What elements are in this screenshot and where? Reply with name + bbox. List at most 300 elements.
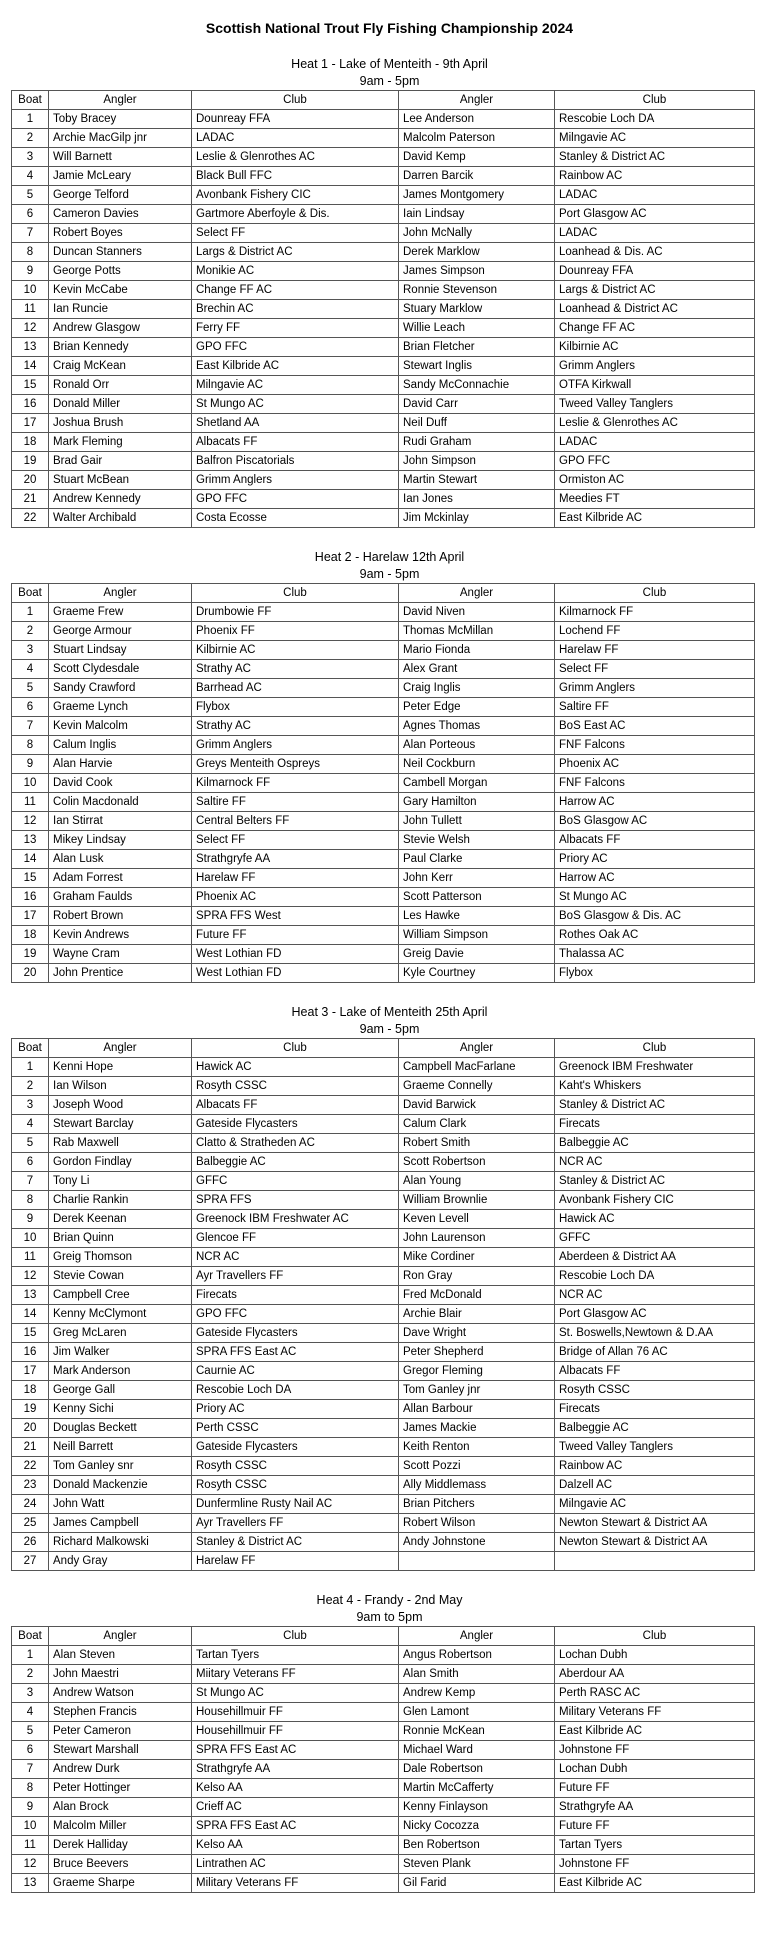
heat-title: Heat 1 - Lake of Menteith - 9th April <box>291 57 488 71</box>
table-row <box>12 395 755 414</box>
table-row <box>12 1267 755 1286</box>
boat-number: 17 <box>12 414 49 433</box>
angler-name: John McNally <box>399 224 555 243</box>
heat-section <box>0 1004 779 1571</box>
boat-header: Boat <box>12 91 49 110</box>
club-name: East Kilbride AC <box>555 509 755 528</box>
angler-name: Brad Gair <box>49 452 192 471</box>
table-row <box>12 1324 755 1343</box>
boat-number: 2 <box>12 1665 49 1684</box>
club-name: Loanhead & Dis. AC <box>555 243 755 262</box>
angler-name: Steven Plank <box>399 1855 555 1874</box>
table-row <box>12 1096 755 1115</box>
boat-number: 13 <box>12 338 49 357</box>
club-name: Port Glasgow AC <box>555 205 755 224</box>
club-name: BoS Glasgow AC <box>555 812 755 831</box>
boat-number: 14 <box>12 1305 49 1324</box>
angler-name: Wayne Cram <box>49 945 192 964</box>
club-name: GFFC <box>555 1229 755 1248</box>
club-name: Albacats FF <box>192 433 399 452</box>
club-name: Phoenix AC <box>555 755 755 774</box>
club-name: BoS Glasgow & Dis. AC <box>555 907 755 926</box>
table-row <box>12 641 755 660</box>
boat-number: 11 <box>12 1248 49 1267</box>
angler-name: Ronnie McKean <box>399 1722 555 1741</box>
club-name: Grimm Anglers <box>192 736 399 755</box>
club-name: Balbeggie AC <box>555 1134 755 1153</box>
club-name: Greenock IBM Freshwater AC <box>192 1210 399 1229</box>
boat-number: 16 <box>12 888 49 907</box>
club-name: Kaht's Whiskers <box>555 1077 755 1096</box>
angler-name: Darren Barcik <box>399 167 555 186</box>
club-name: Tweed Valley Tanglers <box>555 1438 755 1457</box>
club-name: Milngavie AC <box>555 1495 755 1514</box>
boat-number: 19 <box>12 452 49 471</box>
club-name: Balbeggie AC <box>192 1153 399 1172</box>
angler-name: James Campbell <box>49 1514 192 1533</box>
club-name: Perth CSSC <box>192 1419 399 1438</box>
angler-name: Agnes Thomas <box>399 717 555 736</box>
angler-name: Mike Cordiner <box>399 1248 555 1267</box>
angler-name: Donald Mackenzie <box>49 1476 192 1495</box>
boat-number: 1 <box>12 1646 49 1665</box>
club-name: Johnstone FF <box>555 1855 755 1874</box>
angler-name: Dale Robertson <box>399 1760 555 1779</box>
angler-name: Alan Smith <box>399 1665 555 1684</box>
club-name: Phoenix FF <box>192 622 399 641</box>
angler-name: James Simpson <box>399 262 555 281</box>
boat-number: 17 <box>12 907 49 926</box>
angler-name: Gordon Findlay <box>49 1153 192 1172</box>
table-row <box>12 660 755 679</box>
angler-name: David Kemp <box>399 148 555 167</box>
boat-number: 11 <box>12 1836 49 1855</box>
table-row <box>12 1457 755 1476</box>
angler-name: Toby Bracey <box>49 110 192 129</box>
table-row <box>12 888 755 907</box>
table-row <box>12 1343 755 1362</box>
boat-number: 1 <box>12 603 49 622</box>
draw-table <box>11 1626 755 1893</box>
angler-name: Calum Clark <box>399 1115 555 1134</box>
angler-name: Ronnie Stevenson <box>399 281 555 300</box>
club-name: Rescobie Loch DA <box>192 1381 399 1400</box>
angler-name: David Cook <box>49 774 192 793</box>
table-row <box>12 471 755 490</box>
boat-number: 12 <box>12 319 49 338</box>
angler-name: James Montgomery <box>399 186 555 205</box>
angler-name: Joseph Wood <box>49 1096 192 1115</box>
boat-number: 4 <box>12 167 49 186</box>
boat-number: 16 <box>12 1343 49 1362</box>
angler-name: Rudi Graham <box>399 433 555 452</box>
angler-name <box>399 1552 555 1571</box>
club-name: NCR AC <box>555 1153 755 1172</box>
angler-name: Scott Robertson <box>399 1153 555 1172</box>
club-name: Strathy AC <box>192 660 399 679</box>
club-name: Grimm Anglers <box>555 679 755 698</box>
angler-header: Angler <box>399 91 555 110</box>
boat-number: 3 <box>12 1684 49 1703</box>
club-name: Select FF <box>555 660 755 679</box>
table-header-row <box>12 91 755 110</box>
angler-name: Greig Davie <box>399 945 555 964</box>
boat-number: 15 <box>12 869 49 888</box>
angler-name: John Simpson <box>399 452 555 471</box>
table-row <box>12 698 755 717</box>
club-name: SPRA FFS East AC <box>192 1741 399 1760</box>
club-name: Milngavie AC <box>192 376 399 395</box>
club-name: NCR AC <box>192 1248 399 1267</box>
club-name: Grimm Anglers <box>192 471 399 490</box>
angler-name: Andrew Watson <box>49 1684 192 1703</box>
boat-number: 7 <box>12 1760 49 1779</box>
boat-number: 8 <box>12 1191 49 1210</box>
angler-name: Nicky Cocozza <box>399 1817 555 1836</box>
club-name: Leslie & Glenrothes AC <box>555 414 755 433</box>
club-name: Flybox <box>192 698 399 717</box>
angler-name: Mikey Lindsay <box>49 831 192 850</box>
boat-number: 24 <box>12 1495 49 1514</box>
angler-name: Alex Grant <box>399 660 555 679</box>
angler-name: Neil Duff <box>399 414 555 433</box>
table-row <box>12 1817 755 1836</box>
boat-number: 6 <box>12 698 49 717</box>
boat-number: 15 <box>12 376 49 395</box>
table-row <box>12 1134 755 1153</box>
club-name: Stanley & District AC <box>192 1533 399 1552</box>
angler-name: Kenni Hope <box>49 1058 192 1077</box>
heat-section <box>0 549 779 983</box>
club-name: Future FF <box>555 1779 755 1798</box>
club-name: Rescobie Loch DA <box>555 110 755 129</box>
heat-time: 9am - 5pm <box>359 567 420 581</box>
club-name: Perth RASC AC <box>555 1684 755 1703</box>
boat-number: 12 <box>12 1855 49 1874</box>
club-name: Harelaw FF <box>192 1552 399 1571</box>
boat-number: 11 <box>12 300 49 319</box>
boat-number: 6 <box>12 1741 49 1760</box>
angler-name: Tony Li <box>49 1172 192 1191</box>
angler-name: John Maestri <box>49 1665 192 1684</box>
table-row <box>12 1665 755 1684</box>
table-row <box>12 262 755 281</box>
club-name: Aberdeen & District AA <box>555 1248 755 1267</box>
angler-name: Graeme Lynch <box>49 698 192 717</box>
angler-name: Allan Barbour <box>399 1400 555 1419</box>
boat-number: 7 <box>12 717 49 736</box>
club-name: Ayr Travellers FF <box>192 1514 399 1533</box>
angler-name: Ian Stirrat <box>49 812 192 831</box>
angler-name: George Potts <box>49 262 192 281</box>
angler-name: Andy Gray <box>49 1552 192 1571</box>
club-name: OTFA Kirkwall <box>555 376 755 395</box>
table-row <box>12 186 755 205</box>
table-row <box>12 1077 755 1096</box>
table-row <box>12 812 755 831</box>
table-row <box>12 603 755 622</box>
table-row <box>12 1305 755 1324</box>
boat-number: 3 <box>12 148 49 167</box>
table-row <box>12 622 755 641</box>
boat-number: 5 <box>12 1722 49 1741</box>
angler-name: Jim Walker <box>49 1343 192 1362</box>
boat-number: 9 <box>12 262 49 281</box>
club-name: St Mungo AC <box>555 888 755 907</box>
angler-name: John Prentice <box>49 964 192 983</box>
table-row <box>12 1760 755 1779</box>
table-row <box>12 433 755 452</box>
table-row <box>12 319 755 338</box>
table-row <box>12 376 755 395</box>
table-row <box>12 945 755 964</box>
club-name: SPRA FFS West <box>192 907 399 926</box>
club-name: Rosyth CSSC <box>192 1457 399 1476</box>
club-name: Harelaw FF <box>555 641 755 660</box>
angler-name: Brian Quinn <box>49 1229 192 1248</box>
club-name: Househillmuir FF <box>192 1703 399 1722</box>
boat-number: 18 <box>12 926 49 945</box>
club-name: Dounreay FFA <box>192 110 399 129</box>
draw-table <box>11 583 755 983</box>
boat-number: 20 <box>12 471 49 490</box>
club-name: Select FF <box>192 831 399 850</box>
table-row <box>12 1381 755 1400</box>
boat-number: 2 <box>12 622 49 641</box>
angler-name: Robert Wilson <box>399 1514 555 1533</box>
club-name: GFFC <box>192 1172 399 1191</box>
heat-time: 9am - 5pm <box>359 1022 420 1036</box>
boat-number: 5 <box>12 679 49 698</box>
table-row <box>12 205 755 224</box>
angler-name: William Brownlie <box>399 1191 555 1210</box>
club-header: Club <box>192 1039 399 1058</box>
angler-name: Adam Forrest <box>49 869 192 888</box>
angler-name: Graham Faulds <box>49 888 192 907</box>
table-row <box>12 1248 755 1267</box>
club-name: Newton Stewart & District AA <box>555 1514 755 1533</box>
angler-name: Ron Gray <box>399 1267 555 1286</box>
angler-name: Jim Mckinlay <box>399 509 555 528</box>
boat-number: 27 <box>12 1552 49 1571</box>
club-name: Miitary Veterans FF <box>192 1665 399 1684</box>
club-name: Meedies FT <box>555 490 755 509</box>
club-name: Lochan Dubh <box>555 1646 755 1665</box>
angler-name: Graeme Sharpe <box>49 1874 192 1893</box>
club-name: Rescobie Loch DA <box>555 1267 755 1286</box>
angler-name: Brian Kennedy <box>49 338 192 357</box>
club-name: Firecats <box>555 1115 755 1134</box>
club-name: GPO FFC <box>192 1305 399 1324</box>
angler-name: David Niven <box>399 603 555 622</box>
angler-name: Martin McCafferty <box>399 1779 555 1798</box>
angler-name: Alan Brock <box>49 1798 192 1817</box>
table-row <box>12 736 755 755</box>
angler-name: Paul Clarke <box>399 850 555 869</box>
angler-name: Scott Clydesdale <box>49 660 192 679</box>
table-row <box>12 850 755 869</box>
club-name: Rothes Oak AC <box>555 926 755 945</box>
boat-number: 12 <box>12 1267 49 1286</box>
angler-name: David Barwick <box>399 1096 555 1115</box>
club-name: Harelaw FF <box>192 869 399 888</box>
boat-number: 9 <box>12 1798 49 1817</box>
boat-number: 21 <box>12 1438 49 1457</box>
table-row <box>12 926 755 945</box>
angler-name: Bruce Beevers <box>49 1855 192 1874</box>
angler-name: Alan Porteous <box>399 736 555 755</box>
angler-name: Stuart McBean <box>49 471 192 490</box>
table-row <box>12 1836 755 1855</box>
club-header: Club <box>555 91 755 110</box>
club-header: Club <box>192 584 399 603</box>
table-row <box>12 1400 755 1419</box>
angler-name: Keven Levell <box>399 1210 555 1229</box>
angler-name: Peter Cameron <box>49 1722 192 1741</box>
club-name: Firecats <box>555 1400 755 1419</box>
angler-name: Alan Harvie <box>49 755 192 774</box>
angler-name: Tom Ganley snr <box>49 1457 192 1476</box>
boat-number: 22 <box>12 1457 49 1476</box>
angler-name: Brian Fletcher <box>399 338 555 357</box>
table-header-row <box>12 1627 755 1646</box>
boat-number: 18 <box>12 1381 49 1400</box>
table-row <box>12 167 755 186</box>
table-row <box>12 1684 755 1703</box>
boat-number: 6 <box>12 205 49 224</box>
boat-number: 17 <box>12 1362 49 1381</box>
club-name: LADAC <box>555 433 755 452</box>
angler-name: Mario Fionda <box>399 641 555 660</box>
angler-name: Mark Anderson <box>49 1362 192 1381</box>
club-name: Military Veterans FF <box>555 1703 755 1722</box>
angler-name: Kenny Finlayson <box>399 1798 555 1817</box>
angler-name: Greg McLaren <box>49 1324 192 1343</box>
club-name: Greenock IBM Freshwater <box>555 1058 755 1077</box>
table-row <box>12 357 755 376</box>
angler-name: John Tullett <box>399 812 555 831</box>
boat-number: 18 <box>12 433 49 452</box>
club-name: Grimm Anglers <box>555 357 755 376</box>
table-row <box>12 1703 755 1722</box>
boat-number: 22 <box>12 509 49 528</box>
angler-header: Angler <box>49 91 192 110</box>
club-name: Black Bull FFC <box>192 167 399 186</box>
club-name: Tartan Tyers <box>192 1646 399 1665</box>
angler-name: John Watt <box>49 1495 192 1514</box>
angler-name: Stuary Marklow <box>399 300 555 319</box>
table-row <box>12 869 755 888</box>
angler-header: Angler <box>49 1039 192 1058</box>
club-name: Ferry FF <box>192 319 399 338</box>
angler-name: Neil Cockburn <box>399 755 555 774</box>
table-row <box>12 831 755 850</box>
angler-name: Fred McDonald <box>399 1286 555 1305</box>
boat-number: 10 <box>12 1817 49 1836</box>
heat-title: Heat 3 - Lake of Menteith 25th April <box>291 1005 488 1019</box>
club-name: Newton Stewart & District AA <box>555 1533 755 1552</box>
table-row <box>12 1286 755 1305</box>
boat-number: 13 <box>12 1286 49 1305</box>
club-name: Rainbow AC <box>555 1457 755 1476</box>
club-name: Port Glasgow AC <box>555 1305 755 1324</box>
angler-name: Archie Blair <box>399 1305 555 1324</box>
angler-name: Stuart Lindsay <box>49 641 192 660</box>
angler-name: David Carr <box>399 395 555 414</box>
table-row <box>12 281 755 300</box>
boat-number: 21 <box>12 490 49 509</box>
club-name: Bridge of Allan 76 AC <box>555 1343 755 1362</box>
club-name: Lochend FF <box>555 622 755 641</box>
angler-name: John Kerr <box>399 869 555 888</box>
draw-table <box>11 1038 755 1571</box>
angler-name: Kevin Malcolm <box>49 717 192 736</box>
angler-name: Andrew Kemp <box>399 1684 555 1703</box>
angler-name: Angus Robertson <box>399 1646 555 1665</box>
boat-number: 10 <box>12 281 49 300</box>
club-name: St Mungo AC <box>192 1684 399 1703</box>
club-name: GPO FFC <box>192 338 399 357</box>
club-name: Tartan Tyers <box>555 1836 755 1855</box>
angler-name: Campbell Cree <box>49 1286 192 1305</box>
boat-number: 7 <box>12 1172 49 1191</box>
boat-number: 10 <box>12 1229 49 1248</box>
club-name: Central Belters FF <box>192 812 399 831</box>
table-row <box>12 907 755 926</box>
table-row <box>12 110 755 129</box>
angler-header: Angler <box>399 1039 555 1058</box>
table-row <box>12 338 755 357</box>
club-name: Avonbank Fishery CIC <box>192 186 399 205</box>
club-name: Saltire FF <box>555 698 755 717</box>
club-name: Gartmore Aberfoyle & Dis. <box>192 205 399 224</box>
club-name: Largs & District AC <box>555 281 755 300</box>
club-name: Dunfermline Rusty Nail AC <box>192 1495 399 1514</box>
boat-number: 15 <box>12 1324 49 1343</box>
table-row <box>12 793 755 812</box>
angler-name: Gregor Fleming <box>399 1362 555 1381</box>
club-name: Monikie AC <box>192 262 399 281</box>
table-row <box>12 452 755 471</box>
boat-number: 3 <box>12 1096 49 1115</box>
club-name: Thalassa AC <box>555 945 755 964</box>
angler-name: Les Hawke <box>399 907 555 926</box>
boat-number: 16 <box>12 395 49 414</box>
table-row <box>12 1798 755 1817</box>
angler-name: Douglas Beckett <box>49 1419 192 1438</box>
boat-number: 10 <box>12 774 49 793</box>
angler-name: Charlie Rankin <box>49 1191 192 1210</box>
club-name: Strathgryfe AA <box>555 1798 755 1817</box>
club-name: Kelso AA <box>192 1779 399 1798</box>
club-name: SPRA FFS East AC <box>192 1817 399 1836</box>
angler-name: George Telford <box>49 186 192 205</box>
club-name: Priory AC <box>555 850 755 869</box>
club-header: Club <box>555 1627 755 1646</box>
table-row <box>12 224 755 243</box>
angler-name: Thomas McMillan <box>399 622 555 641</box>
club-name: Ayr Travellers FF <box>192 1267 399 1286</box>
club-name: Rosyth CSSC <box>192 1476 399 1495</box>
club-name: Glencoe FF <box>192 1229 399 1248</box>
club-name: Future FF <box>192 926 399 945</box>
angler-name: Keith Renton <box>399 1438 555 1457</box>
table-row <box>12 1438 755 1457</box>
angler-name: Ian Wilson <box>49 1077 192 1096</box>
club-name: FNF Falcons <box>555 736 755 755</box>
angler-header: Angler <box>49 584 192 603</box>
angler-name: Andrew Glasgow <box>49 319 192 338</box>
